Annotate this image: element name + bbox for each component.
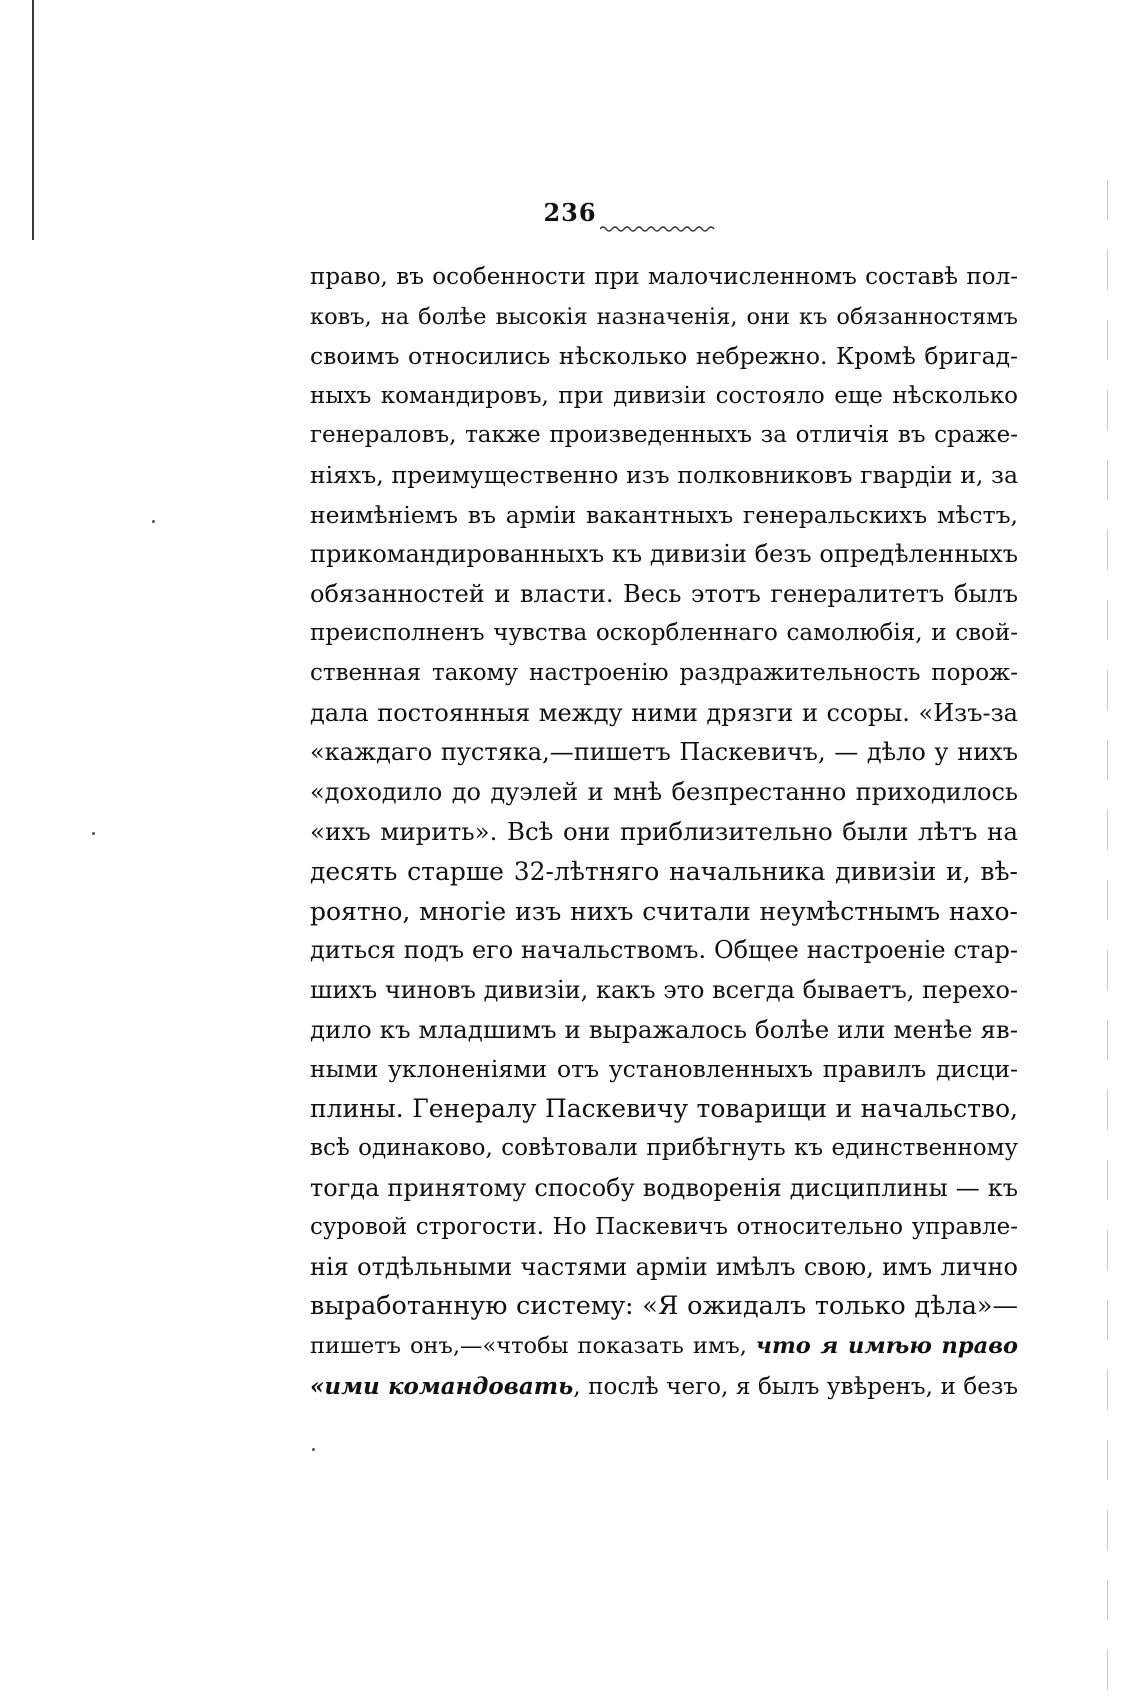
text-run: , послѣ чего, я былъ увѣренъ, и безъ bbox=[573, 1373, 1018, 1400]
text-line: нія отдѣльными частями арміи имѣлъ свою, имъ лично bbox=[310, 1252, 1018, 1281]
text-line: генераловъ, также произведенныхъ за отличія въ сраже- bbox=[310, 422, 1018, 449]
text-line: суровой строгости. Но Паскевичъ относительно управле- bbox=[310, 1214, 1018, 1241]
text-line: ственная такому настроенію раздражительность порож- bbox=[310, 659, 1018, 686]
text-line: обязанностей и власти. Весь этотъ генералитетъ былъ bbox=[310, 579, 1018, 608]
text-line: тогда принятому способу водворенія дисциплины — къ bbox=[310, 1173, 1018, 1202]
text-line-mixed bbox=[310, 1367, 1018, 1407]
text-line: дала постоянныя между ними дрязги и ссоры. «Изъ-за bbox=[310, 698, 1018, 727]
text-line: преисполненъ чувства оскорбленнаго самолюбія, и свой- bbox=[310, 620, 1018, 647]
scan-speck bbox=[312, 1448, 315, 1451]
text-line: «доходило до дуэлей и мнѣ безпрестанно приходилось bbox=[310, 777, 1018, 806]
text-line: шихъ чиновъ дивизіи, какъ это всегда бываетъ, перехо- bbox=[310, 975, 1018, 1004]
scan-speck bbox=[92, 832, 95, 835]
text-line: всѣ одинаково, совѣтовали прибѣгнуть къ единственному bbox=[310, 1135, 1018, 1162]
text-line: ными уклоненіями отъ установленныхъ правилъ дисци- bbox=[310, 1054, 1018, 1083]
text-line: прикомандированныхъ къ дивизіи безъ опредѣленныхъ bbox=[310, 540, 1018, 569]
text-line: выработанную системy: «Я ожидалъ только дѣла»— bbox=[310, 1291, 1018, 1322]
text-line: ныхъ командировъ, при дивизіи состояло еще нѣсколько bbox=[310, 382, 1018, 409]
text-line: дило къ младшимъ и выражалось болѣе или менѣе яв- bbox=[310, 1015, 1018, 1045]
text-line: неимѣніемъ въ арміи вакантныхъ генеральскихъ мѣстъ, bbox=[310, 500, 1018, 529]
italic-emphasis: что я имѣю право bbox=[755, 1333, 1018, 1360]
wavy-rule-ornament bbox=[600, 224, 718, 234]
text-line: право, въ особенности при малочисленномъ составѣ пол- bbox=[310, 264, 1018, 290]
text-line: «ихъ мирить». Всѣ они приблизительно были лѣтъ на bbox=[310, 817, 1018, 847]
text-line: десять старше 32-лѣтняго начальника дивизіи и, вѣ- bbox=[310, 856, 1018, 886]
text-run: пишетъ онъ,—«чтобы показать имъ, bbox=[310, 1333, 756, 1360]
text-line-mixed bbox=[310, 1327, 1018, 1367]
text-line: ковъ, на болѣе высокія назначенія, они къ обязанностямъ bbox=[310, 303, 1018, 330]
text-line: плины. Генералу Паскевичу товарищи и начальство, bbox=[310, 1094, 1018, 1124]
italic-emphasis: «ими командовать bbox=[310, 1372, 574, 1400]
text-line: «каждаго пустяка,—пишетъ Паскевичъ, — дѣло у нихъ bbox=[310, 738, 1018, 767]
text-line: ніяхъ, преимущественно изъ полковниковъ гвардіи и, за bbox=[310, 460, 1018, 489]
scan-edge-right bbox=[1107, 180, 1108, 1704]
page-number: 236 bbox=[543, 198, 597, 227]
text-line: своимъ относились нѣсколько небрежно. Кромѣ бригад- bbox=[310, 342, 1018, 371]
text-line: диться подъ его начальствомъ. Общее настроеніе стар- bbox=[310, 936, 1018, 965]
scan-speck bbox=[152, 520, 155, 523]
text-line: роятно, многіе изъ нихъ считали неумѣстнымъ нахо- bbox=[310, 896, 1018, 926]
body-text bbox=[310, 258, 1018, 1406]
